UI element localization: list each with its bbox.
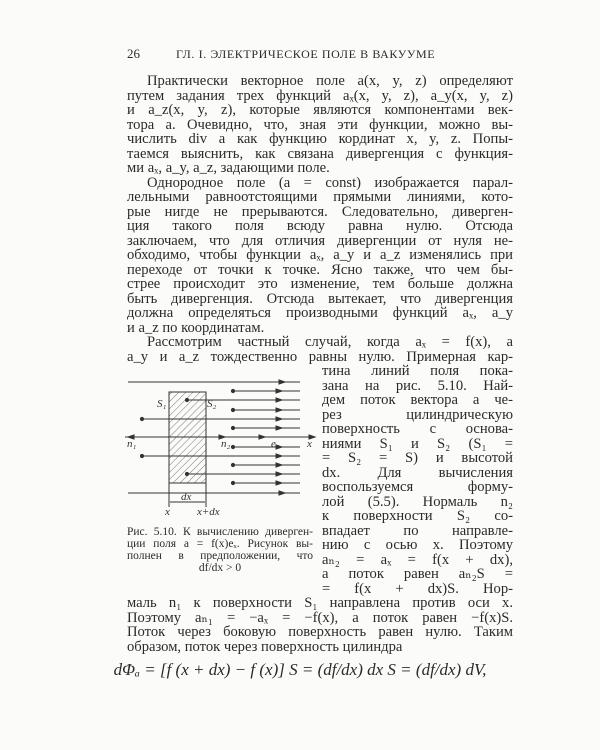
text-line: Рис. 5.10. К вычислению диверген- xyxy=(127,526,313,538)
text-line: а поток равен aₙ₂S = xyxy=(322,566,513,582)
text-line: Практически векторное поле a(x, y, z) определяют xyxy=(147,73,513,89)
text-line: числить div a как функцию кординат x, y, z. Попы- xyxy=(127,131,513,147)
body-text xyxy=(127,74,513,364)
label-s1: S₁ xyxy=(157,398,167,410)
page-number: 26 xyxy=(127,46,140,61)
arrowhead xyxy=(276,454,282,458)
text-line: рез цилиндрическую xyxy=(322,406,513,423)
text-line: маль n₁ к поверхности S₁ направлена против оси x. xyxy=(127,595,513,611)
text-line: впадает по направле- xyxy=(322,522,513,539)
figure-caption xyxy=(127,526,313,574)
arrowhead xyxy=(259,435,265,439)
arrowhead xyxy=(276,389,282,393)
arrowhead xyxy=(276,417,282,421)
text-line: путем задания трех функций aₓ(x, y, z), a_y(x, y, z) xyxy=(127,87,513,104)
text-line: должна определяться производными функций aₓ, a_y xyxy=(127,305,513,321)
text-line: ции поля a = f(x)eₓ. Рисунок вы- xyxy=(127,538,313,550)
text-line: a_y и a_z тождественно равны нулю. Примерная кар- xyxy=(127,348,513,365)
flux-formula: dΦₐ = [f (x + dx) − f (x)] S = (df/dx) dx S = (df/dx) dV, xyxy=(113,660,487,679)
label-n2: n₂ xyxy=(221,438,231,450)
text-line: ми aₓ, a_y, a_z, задающими поле. xyxy=(127,160,330,176)
label-n1: n₁ xyxy=(127,438,137,450)
field-line-start-dot xyxy=(231,481,234,484)
label-s2: S₂ xyxy=(207,398,217,410)
text-line: образом, поток через поверхность цилиндра xyxy=(127,638,403,655)
field-line-start-dot xyxy=(185,398,188,401)
text-line: тина линий поля пока- xyxy=(322,363,513,379)
text-line: поверхность с основа- xyxy=(322,421,513,437)
field-line-start-dot xyxy=(231,463,234,466)
arrowhead xyxy=(279,491,285,495)
figure-5-10-field-lines xyxy=(125,375,320,520)
field-line-start-dot xyxy=(231,445,234,448)
text-line: полнен в предположении, что xyxy=(127,550,313,562)
arrowhead xyxy=(276,426,282,430)
field-line-start-dot xyxy=(231,408,234,411)
text-line: обходимо, чтобы функции aₓ, a_y и a_z изменялись при xyxy=(127,247,513,263)
text-line: и a_z(x, y, z), которые являются компонентами век- xyxy=(127,102,513,118)
text-line: Однородное поле (a = const) изображается парал- xyxy=(147,174,513,191)
text-line: к поверхности S₂ со- xyxy=(322,508,513,524)
arrowhead xyxy=(276,481,282,485)
text-line: лельными равноотстоящими прямыми линиями, кото- xyxy=(127,189,513,205)
text-line: дем поток вектора a че- xyxy=(322,392,513,408)
arrowhead xyxy=(276,398,282,402)
body-text-beside-figure xyxy=(322,364,513,596)
field-line-start-dot xyxy=(231,389,234,392)
field-line-start-dot xyxy=(140,454,143,457)
text-line: воспользуемся форму- xyxy=(322,479,513,495)
text-line: Рассмотрим частный случай, когда aₓ = f(x), а xyxy=(147,334,513,350)
label-dx: dx xyxy=(181,491,192,503)
text-line: таемся выяснить, как связана дивергенция с функция- xyxy=(127,145,513,162)
text-line: и a_z по координатам. xyxy=(127,319,265,336)
text-line: лой (5.5). Нормаль n₂ xyxy=(322,493,513,510)
text-line: = S₂ = S) и высотой xyxy=(322,450,513,466)
arrowhead xyxy=(276,408,282,412)
text-line: тора a. Очевидно, что, зная эти функции, можно вы- xyxy=(127,116,513,133)
text-line: зана на рис. 5.10. Най- xyxy=(322,377,513,394)
arrowhead xyxy=(276,463,282,467)
text-line: стрее происходит это изменение, тем больше должна xyxy=(127,276,513,292)
text-line: ниями S₁ и S₂ (S₁ = xyxy=(322,435,513,452)
field-line-start-dot xyxy=(231,426,234,429)
body-text-after-figure xyxy=(127,596,513,654)
label-ex: eₓ xyxy=(271,438,280,450)
text-line: aₙ₂ = aₓ = f(x + dx), xyxy=(322,551,513,568)
text-line: переходе от точки к точке. Ясно также, что чем бы- xyxy=(127,261,513,278)
running-header: ГЛ. I. ЭЛЕКТРИЧЕСКОЕ ПОЛЕ В ВАКУУМЕ xyxy=(176,47,436,61)
text-line: Поэтому aₙ₁ = −aₓ = −f(x), а поток равен −f(x)S. xyxy=(127,609,513,626)
arrowhead xyxy=(279,380,285,384)
text-line: ция такого поля всюду равна нулю. Отсюда xyxy=(127,218,513,234)
text-line: df/dx > 0 xyxy=(198,562,242,574)
label-x-axis: x xyxy=(307,438,312,450)
text-line: рые нигде не прерываются. Следовательно, диверген- xyxy=(127,203,513,220)
field-line-start-dot xyxy=(140,417,143,420)
text-line: быть дивергенция. Отсюда вытекает, что дивергенция xyxy=(127,290,513,307)
arrowhead xyxy=(276,472,282,476)
label-x-plus-dx: x+dx xyxy=(197,506,220,518)
text-line: dx. Для вычисления xyxy=(322,464,513,481)
text-line: заключаем, что для отличия дивергенции от нуля не- xyxy=(127,232,513,249)
label-x: x xyxy=(165,506,170,518)
field-line-start-dot xyxy=(185,472,188,475)
text-line: = f(x + dx)S. Нор- xyxy=(322,580,513,597)
text-line: Поток через боковую поверхность равен нулю. Таким xyxy=(127,624,513,640)
text-line: нию с осью x. Поэтому xyxy=(322,537,513,553)
